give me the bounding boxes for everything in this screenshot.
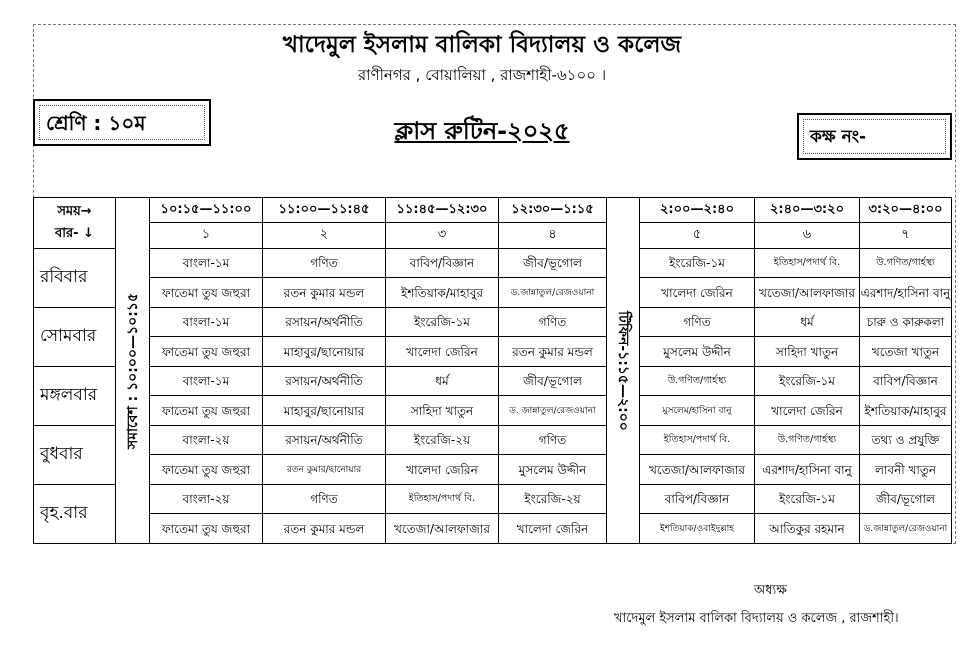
- principal-school: খাদেমুল ইসলাম বালিকা বিদ্যালয় ও কলেজ , রাজশাহী।: [614, 611, 899, 626]
- period-header-row: [34, 223, 952, 248]
- subject-cell: ইংরেজি-২য়: [499, 484, 607, 514]
- teacher-cell: খালেদা জেরিন: [755, 396, 860, 426]
- teacher-cell: খালেদা জেরিন: [386, 337, 499, 367]
- subject-cell: বাবিপ/বিজ্ঞান: [640, 484, 755, 514]
- class-label: শ্রেণি : ১০ম: [39, 105, 205, 140]
- subject-cell: গণিত: [263, 248, 386, 278]
- subject-cell: বাংলা-১ম: [150, 307, 263, 337]
- teacher-cell: ফাতেমা তুয জহুরা: [150, 455, 263, 485]
- subject-cell: গণিত: [499, 307, 607, 337]
- teacher-cell: এরশাদ/হাসিনা বানু: [755, 455, 860, 485]
- teacher-cell: ইশতিয়াক/মাহাবুর: [860, 396, 952, 426]
- subject-cell: চারু ও কারুকলা: [860, 307, 952, 337]
- subject-cell: উ.গণিত/গার্হস্থ্য: [640, 366, 755, 396]
- day-teacher-row: [34, 514, 952, 544]
- teacher-cell: সাহিদা খাতুন: [386, 396, 499, 426]
- subject-cell: উ.গণিত/গার্হস্থ্য: [755, 425, 860, 455]
- room-label: কক্ষ নং-: [803, 119, 946, 154]
- subject-cell: ইতিহাস/পদার্থ বি.: [755, 248, 860, 278]
- teacher-cell: লাবনী খাতুন: [860, 455, 952, 485]
- teacher-cell: মাহাবুর/ছানোয়ার: [263, 396, 386, 426]
- day-name: রবিবার: [34, 248, 116, 307]
- time-slot: ১০:১৫—১১:০০: [150, 198, 263, 223]
- day-teacher-row: [34, 337, 952, 367]
- teacher-cell: মুসলেম উদ্দীন: [640, 337, 755, 367]
- day-subject-row: [34, 248, 952, 278]
- day-name: সোমবার: [34, 307, 116, 366]
- teacher-cell: খতেজা/আলফাজার: [386, 514, 499, 544]
- subject-cell: জীব/ভূগোল: [499, 366, 607, 396]
- teacher-cell: ফাতেমা তুয জহুরা: [150, 278, 263, 308]
- teacher-cell: ড. জান্নাতুল/রেজওয়ানা: [499, 396, 607, 426]
- assembly-label: সমাবেশ : ১০:০০—১০:১৫: [124, 292, 141, 449]
- period-number: ৫: [640, 223, 755, 248]
- day-teacher-row: [34, 396, 952, 426]
- period-number: ১: [150, 223, 263, 248]
- routine-title-text: ক্লাস রুটিন-২০২৫: [394, 117, 570, 145]
- subject-cell: বাবিপ/বিজ্ঞান: [860, 366, 952, 396]
- teacher-cell: মুসলেম উদ্দীন: [499, 455, 607, 485]
- corner-time-label: সময়→: [57, 203, 92, 219]
- teacher-cell: রতন কুমার/ছানোয়ার: [263, 455, 386, 485]
- period-number: ৬: [755, 223, 860, 248]
- subject-cell: ইতিহাস/পদার্থ বি.: [640, 425, 755, 455]
- teacher-cell: রতন কুমার মন্ডল: [263, 278, 386, 308]
- subject-cell: ইতিহাস/পদার্থ বি.: [386, 484, 499, 514]
- day-teacher-row: [34, 278, 952, 308]
- subject-cell: বাংলা-২য়: [150, 425, 263, 455]
- teacher-cell: ইশতিয়াক/মাহাবুর: [386, 278, 499, 308]
- time-slot: ২:০০—২:৪০: [640, 198, 755, 223]
- subject-cell: ইংরেজি-২য়: [386, 425, 499, 455]
- subject-cell: উ.গণিত/গার্হস্থ্য: [860, 248, 952, 278]
- subject-cell: জীব/ভূগোল: [860, 484, 952, 514]
- teacher-cell: মুসলেম/হাসিনা বানু: [640, 396, 755, 426]
- assembly-column: [116, 198, 150, 544]
- time-slot: ১১:০০—১১:৪৫: [263, 198, 386, 223]
- day-subject-row: [34, 484, 952, 514]
- subject-cell: বাংলা-১ম: [150, 248, 263, 278]
- day-teacher-row: [34, 455, 952, 485]
- time-slot: ৩:২০—৪:০০: [860, 198, 952, 223]
- tiffin-label: টিফিন-১:১৫—২:০০: [615, 310, 631, 431]
- time-slot: ১১:৪৫—১২:৩০: [386, 198, 499, 223]
- period-number: ৭: [860, 223, 952, 248]
- day-subject-row: [34, 366, 952, 396]
- teacher-cell: ফাতেমা তুয জহুরা: [150, 514, 263, 544]
- teacher-cell: রতন কুমার মন্ডল: [499, 337, 607, 367]
- teacher-cell: খতেজা/আলফাজার: [640, 455, 755, 485]
- period-number: ২: [263, 223, 386, 248]
- day-subject-row: [34, 425, 952, 455]
- teacher-cell: রতন কুমার মন্ডল: [263, 514, 386, 544]
- day-subject-row: [34, 307, 952, 337]
- school-address: রাণীনগর , বোয়ালিয়া , রাজশাহী-৬১০০ ।: [357, 66, 607, 84]
- teacher-cell: ফাতেমা তুয জহুরা: [150, 396, 263, 426]
- subject-cell: গণিত: [263, 484, 386, 514]
- teacher-cell: ফাতেমা তুয জহুরা: [150, 337, 263, 367]
- subject-cell: ধর্ম: [755, 307, 860, 337]
- teacher-cell: আতিকুর রহমান: [755, 514, 860, 544]
- subject-cell: গণিত: [640, 307, 755, 337]
- subject-cell: ইংরেজি-১ম: [755, 366, 860, 396]
- principal-title: অধ্যক্ষ: [754, 583, 787, 598]
- day-name: মঙ্গলবার: [34, 366, 116, 425]
- subject-cell: রসায়ন/অর্থনীতি: [263, 425, 386, 455]
- subject-cell: গণিত: [499, 425, 607, 455]
- teacher-cell: খালেদা জেরিন: [499, 514, 607, 544]
- school-name: খাদেমুল ইসলাম বালিকা বিদ্যালয় ও কলেজ: [282, 32, 682, 58]
- subject-cell: জীব/ভূগোল: [499, 248, 607, 278]
- subject-cell: বাংলা-২য়: [150, 484, 263, 514]
- subject-cell: ইংরেজি-১ম: [755, 484, 860, 514]
- subject-cell: বাংলা-১ম: [150, 366, 263, 396]
- teacher-cell: খালেদা জেরিন: [386, 455, 499, 485]
- teacher-cell: খতেজা খাতুন: [860, 337, 952, 367]
- teacher-cell: ড.জান্নাতুল/রেজওয়ানা: [860, 514, 952, 544]
- subject-cell: রসায়ন/অর্থনীতি: [263, 366, 386, 396]
- teacher-cell: মাহাবুর/ছানোয়ার: [263, 337, 386, 367]
- corner-day-label: বার- ↓: [55, 225, 94, 241]
- subject-cell: ধর্ম: [386, 366, 499, 396]
- teacher-cell: খতেজা/আলফাজার: [755, 278, 860, 308]
- time-header-row: [34, 198, 952, 223]
- teacher-cell: খালেদা জেরিন: [640, 278, 755, 308]
- teacher-cell: সাহিদা খাতুন: [755, 337, 860, 367]
- teacher-cell: ড.জান্নাতুল/রেজওয়ানা: [499, 278, 607, 308]
- subject-cell: ইংরেজি-১ম: [386, 307, 499, 337]
- day-name: বুধবার: [34, 425, 116, 484]
- tiffin-column: [607, 198, 640, 544]
- time-slot: ১২:৩০—১:১৫: [499, 198, 607, 223]
- time-slot: ২:৪০—৩:২০: [755, 198, 860, 223]
- room-box: [797, 113, 952, 160]
- corner-cell: [34, 198, 116, 249]
- subject-cell: তথ্য ও প্রযুক্তি: [860, 425, 952, 455]
- period-number: ৩: [386, 223, 499, 248]
- teacher-cell: এরশাদ/হাসিনা বানু: [860, 278, 952, 308]
- period-number: ৪: [499, 223, 607, 248]
- subject-cell: ইংরেজি-১ম: [640, 248, 755, 278]
- subject-cell: রসায়ন/অর্থনীতি: [263, 307, 386, 337]
- subject-cell: বাবিপ/বিজ্ঞান: [386, 248, 499, 278]
- teacher-cell: ইশতিয়াক/ওবাইদুল্লাহ: [640, 514, 755, 544]
- routine-table: [33, 197, 952, 544]
- day-name: বৃহ.বার: [34, 484, 116, 543]
